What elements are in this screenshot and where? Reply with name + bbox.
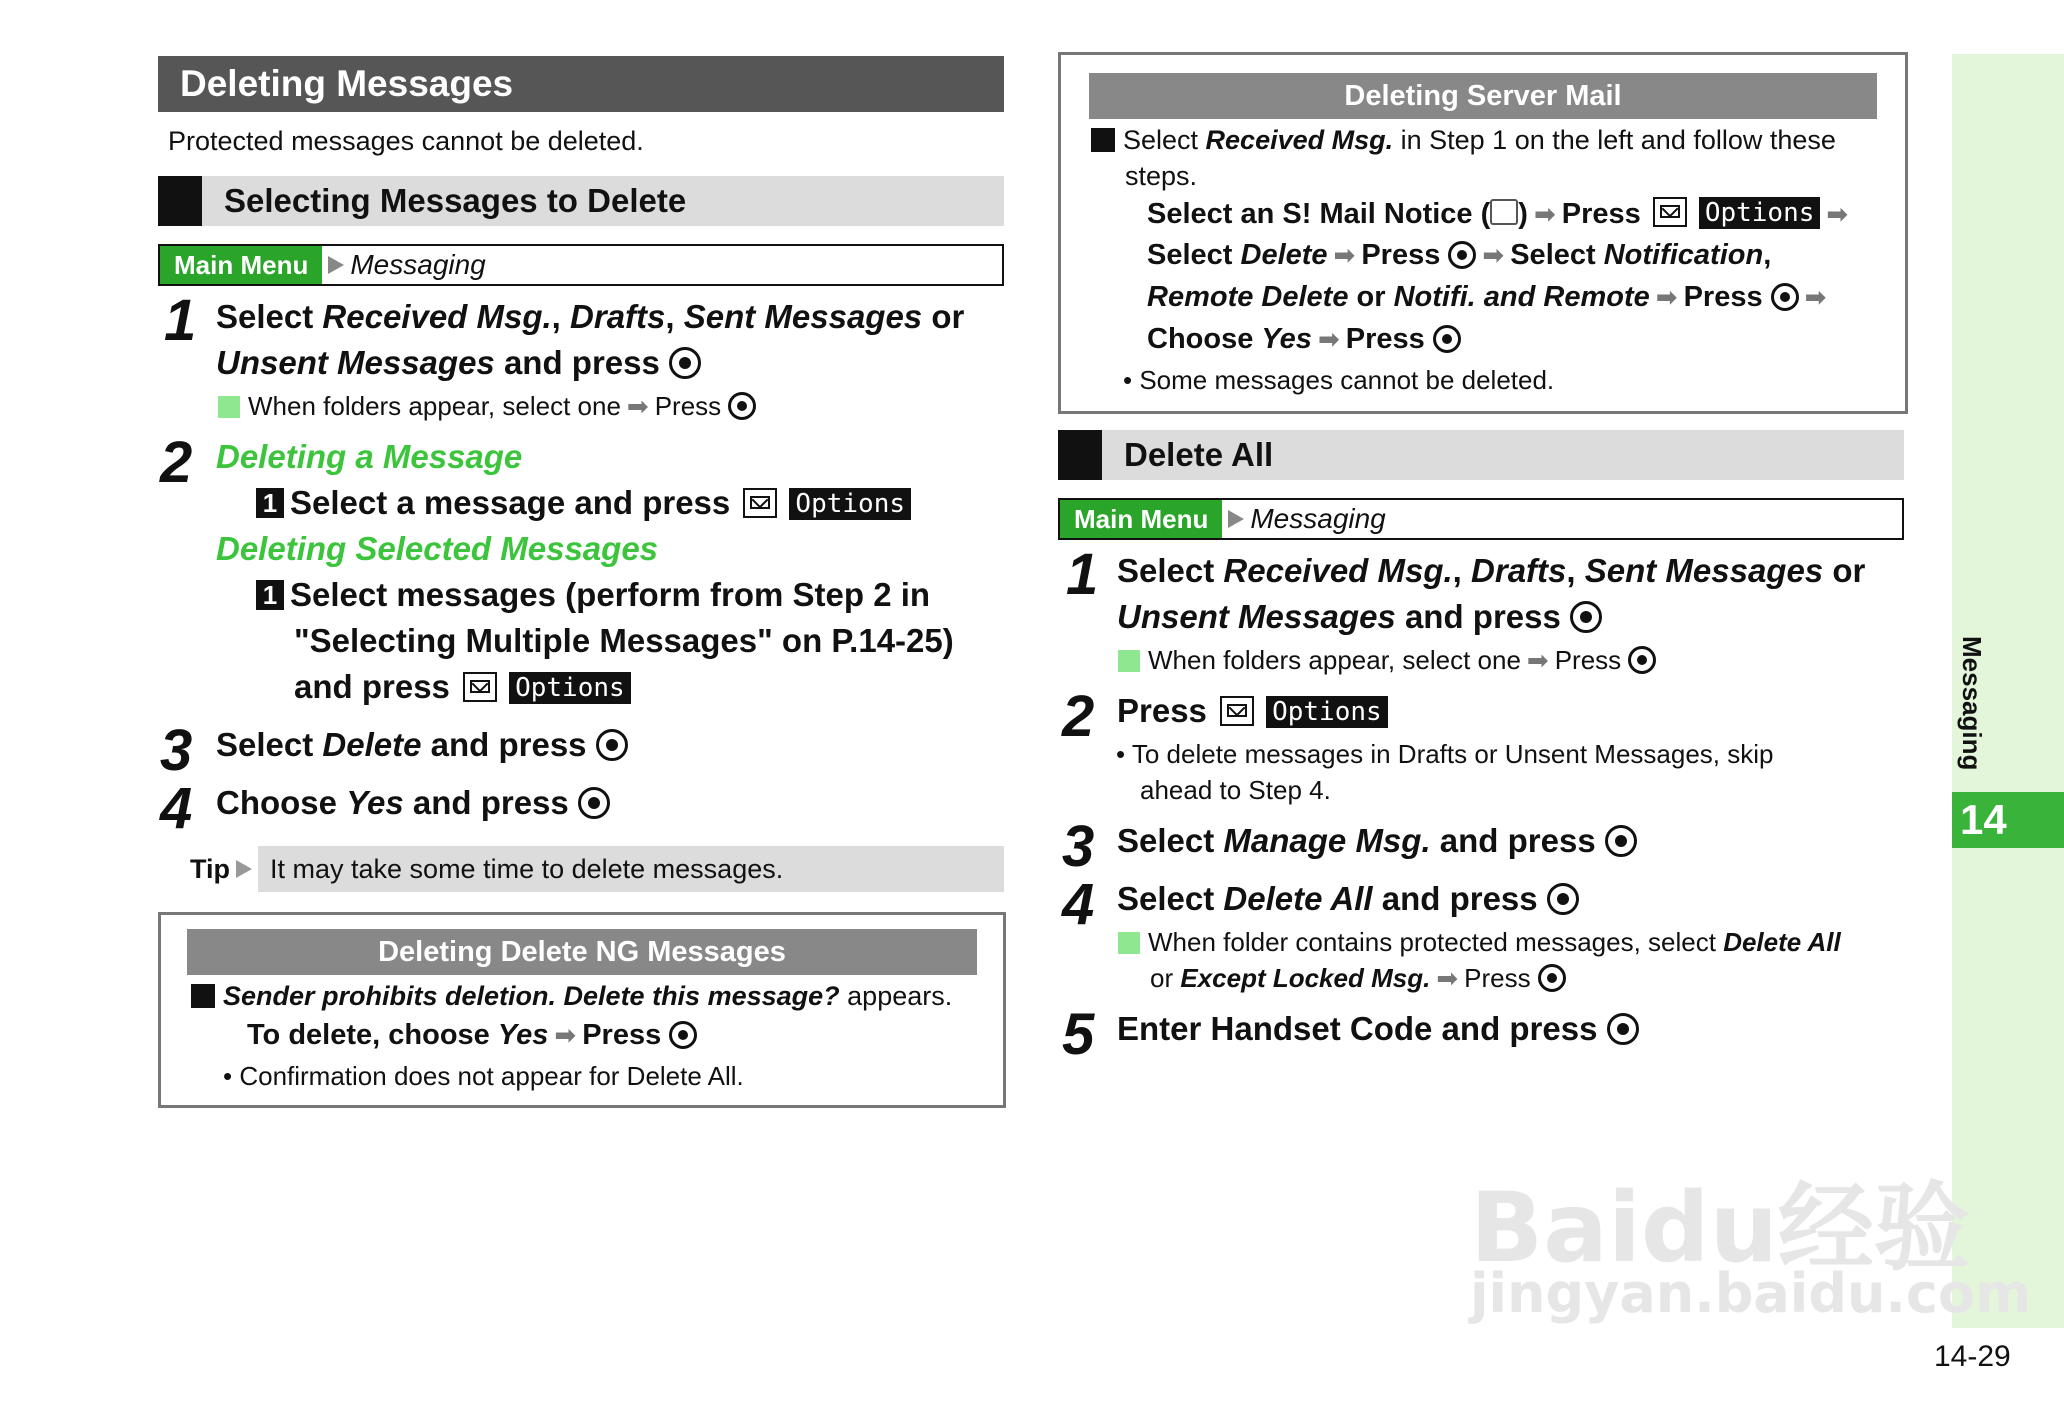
step-1-note: When folders appear, select one ➡ Press (218, 388, 756, 424)
step-1-text: Select Received Msg., Drafts, Sent Messages or (216, 298, 965, 335)
step-number: 2 (1062, 684, 1095, 749)
options-softkey: Options (789, 488, 911, 520)
main-menu-label: Main Menu (160, 246, 322, 284)
center-key-icon (596, 729, 628, 761)
smail-notice-icon (1490, 199, 1518, 225)
server-procedure-3: Remote Delete or Notifi. and Remote ➡ Press ➡ (1147, 281, 1827, 313)
da-step-1-note: When folders appear, select one ➡ Press (1118, 642, 1656, 678)
server-procedure-4: Choose Yes ➡ Press (1147, 323, 1461, 356)
menu-path: Messaging (350, 249, 486, 280)
da-step-2-text: Press Options (1117, 688, 1388, 734)
server-line2: steps. (1125, 161, 1198, 191)
tip-bar (190, 846, 1004, 892)
arrow-icon: ➡ (1482, 240, 1505, 270)
da-step-4-note-line2: or Except Locked Msg. ➡ Press (1150, 960, 1566, 996)
arrow-icon: ➡ (1317, 324, 1340, 354)
note-square-icon (1118, 932, 1140, 954)
note-square-icon (218, 396, 240, 418)
da-step-1-text: Select Received Msg., Drafts, Sent Messages or (1117, 552, 1866, 589)
step-number: 1 (1066, 542, 1099, 607)
step-2-sub-2-line3: and press Options (294, 664, 631, 710)
step-number: 4 (1062, 872, 1095, 937)
arrow-icon: ➡ (554, 1020, 577, 1050)
menu-path-bar (158, 244, 1004, 286)
center-key-icon (1605, 825, 1637, 857)
delete-ng-title: Deleting Delete NG Messages (187, 929, 977, 975)
arrow-icon: ➡ (1804, 282, 1827, 312)
step-number: 5 (1062, 1002, 1095, 1067)
chapter-label: Messaging (1957, 636, 1987, 771)
subsection-title: Selecting Messages to Delete (158, 176, 1004, 226)
center-key-icon (1433, 325, 1461, 353)
arrow-icon: ➡ (626, 391, 649, 421)
note-square-icon (1118, 650, 1140, 672)
arrow-right-icon (1228, 510, 1244, 528)
arrow-right-icon (236, 860, 252, 878)
watermark-logo: Baidu经验 (1470, 1172, 1970, 1284)
server-procedure-1: Select an S! Mail Notice ( ) ➡ Press Options ➡ (1147, 198, 1849, 230)
da-step-1-text-2: Unsent Messages and press (1117, 594, 1602, 640)
options-softkey: Options (1266, 696, 1388, 728)
center-key-icon (1628, 646, 1656, 674)
da-step-4-text: Select Delete All and press (1117, 876, 1579, 922)
step-4-text: Choose Yes and press (216, 780, 610, 826)
da-step-2-bullet: • To delete messages in Drafts or Unsent Messages, skip (1116, 739, 1774, 769)
step-2-heading-1: Deleting a Message (216, 438, 523, 475)
mail-key-icon (1220, 696, 1254, 726)
options-softkey: Options (1699, 197, 1821, 229)
arrow-icon: ➡ (1533, 199, 1556, 229)
block-marker (158, 176, 202, 226)
options-softkey: Options (509, 672, 631, 704)
arrow-icon: ➡ (1436, 963, 1459, 993)
menu-path: Messaging (1250, 503, 1386, 534)
delete-ng-bullet: • Confirmation does not appear for Delete All. (223, 1061, 744, 1091)
black-square-icon (191, 984, 215, 1008)
server-procedure-2: Select Delete ➡ Press ➡ Select Notification, (1147, 239, 1772, 271)
mail-key-icon (1653, 197, 1687, 227)
mail-key-icon (743, 488, 777, 518)
arrow-icon: ➡ (1333, 240, 1356, 270)
arrow-icon: ➡ (1526, 645, 1549, 675)
step-2-sub-2-line2: "Selecting Multiple Messages" on P.14-25) (294, 622, 954, 659)
intro-text: Protected messages cannot be deleted. (168, 126, 644, 156)
center-key-icon (1538, 964, 1566, 992)
chapter-number: 14 (1952, 792, 2064, 848)
server-mail-title: Deleting Server Mail (1089, 73, 1877, 119)
center-key-icon (1771, 283, 1799, 311)
da-step-4-note: When folder contains protected messages, select Delete All (1118, 924, 1841, 960)
black-square-icon (1091, 128, 1115, 152)
da-step-3-text: Select Manage Msg. and press (1117, 818, 1637, 864)
tip-label: Tip (190, 853, 230, 884)
arrow-icon: ➡ (1826, 199, 1849, 229)
center-key-icon (1607, 1013, 1639, 1045)
step-number: 4 (160, 776, 193, 841)
step-number: 3 (160, 718, 193, 783)
center-key-icon (578, 787, 610, 819)
center-key-icon (1570, 601, 1602, 633)
step-2-sub-1: 1 Select a message and press Options (256, 480, 911, 526)
main-menu-label: Main Menu (1060, 500, 1222, 538)
page-number: 14-29 (1934, 1340, 2011, 1373)
step-1-text-2: Unsent Messages and press (216, 340, 701, 386)
center-key-icon (669, 347, 701, 379)
step-2-heading-2: Deleting Selected Messages (216, 530, 659, 567)
da-step-2-bullet-line2: ahead to Step 4. (1140, 775, 1331, 805)
step-number: 3 (1062, 814, 1095, 879)
center-key-icon (1448, 241, 1476, 269)
arrow-icon: ➡ (1655, 282, 1678, 312)
section-title: Deleting Messages (158, 56, 1004, 112)
step-number: 2 (160, 430, 193, 495)
server-mail-box (1058, 52, 1908, 414)
server-bullet: • Some messages cannot be deleted. (1123, 365, 1555, 395)
menu-path-bar (1058, 498, 1904, 540)
arrow-right-icon (328, 256, 344, 274)
delete-ng-box (158, 912, 1006, 1108)
tip-text: It may take some time to delete messages. (258, 846, 1004, 892)
delete-ng-line2: To delete, choose Yes ➡ Press (247, 1019, 697, 1052)
step-3-text: Select Delete and press (216, 722, 628, 768)
subsection-title-delete-all: Delete All (1058, 430, 1904, 480)
mail-key-icon (463, 672, 497, 702)
center-key-icon (728, 392, 756, 420)
center-key-icon (1547, 883, 1579, 915)
block-marker (1058, 430, 1102, 480)
step-number: 1 (164, 288, 197, 353)
step-2-sub-2: 1 Select messages (perform from Step 2 in (256, 572, 930, 618)
center-key-icon (669, 1021, 697, 1049)
delete-ng-line1: Sender prohibits deletion. Delete this message? appears. (191, 981, 952, 1012)
server-line1: Select Received Msg. in Step 1 on the left and follow these (1091, 125, 1836, 156)
watermark-url: jingyan.baidu.com (1470, 1262, 2032, 1325)
da-step-5-text: Enter Handset Code and press (1117, 1006, 1639, 1052)
